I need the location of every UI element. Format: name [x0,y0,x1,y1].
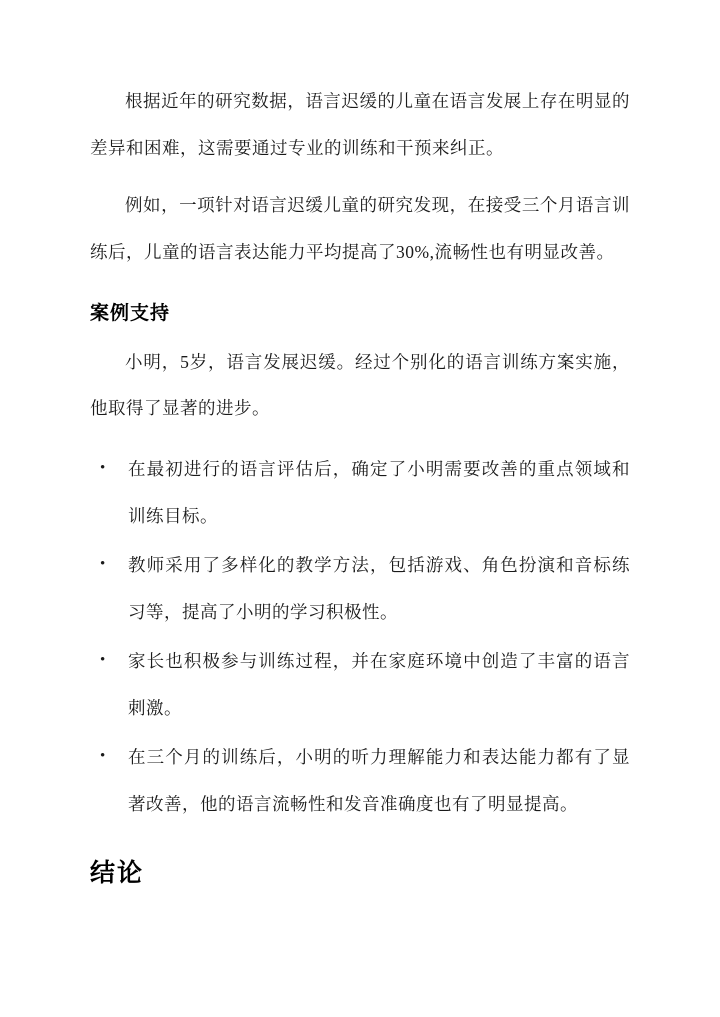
bullet-text-teaching-methods: 教师采用了多样化的教学方法，包括游戏、角色扮演和音标练习等，提高了小明的学习积极性。 [128,555,630,623]
bullet-icon: • [100,651,106,668]
bullet-text-parent-participation: 家长也积极参与训练过程，并在家庭环境中创造了丰富的语言刺激。 [128,650,630,718]
case-bullet-list [90,446,630,827]
bullet-text-training-results: 在三个月的训练后，小明的听力理解能力和表达能力都有了显著改善，他的语言流畅性和发音准确度也有了明显提高。 [128,746,630,814]
bullet-text-assessment: 在最初进行的语言评估后，确定了小明需要改善的重点领域和训练目标。 [128,459,630,527]
paragraph-example-study: 例如，一项针对语言迟缓儿童的研究发现，在接受三个月语言训练后，儿童的语言表达能力平均提高了30%,流畅性也有明显改善。 [90,194,630,262]
list-item [100,638,630,732]
list-item [100,734,630,828]
bullet-icon: • [100,747,106,764]
heading-conclusion: 结论 [90,860,145,888]
bullet-icon: • [100,556,106,573]
list-item [100,446,630,540]
paragraph-case-intro: 小明，5岁，语言发展迟缓。经过个别化的语言训练方案实施，他取得了显著的进步。 [90,351,630,419]
bullet-icon: • [100,460,106,477]
list-item [100,542,630,636]
heading-case-support: 案例支持 [90,302,171,324]
paragraph-research-data: 根据近年的研究数据，语言迟缓的儿童在语言发展上存在明显的差异和困难，这需要通过专业的训练和干预来纠正。 [90,91,630,158]
